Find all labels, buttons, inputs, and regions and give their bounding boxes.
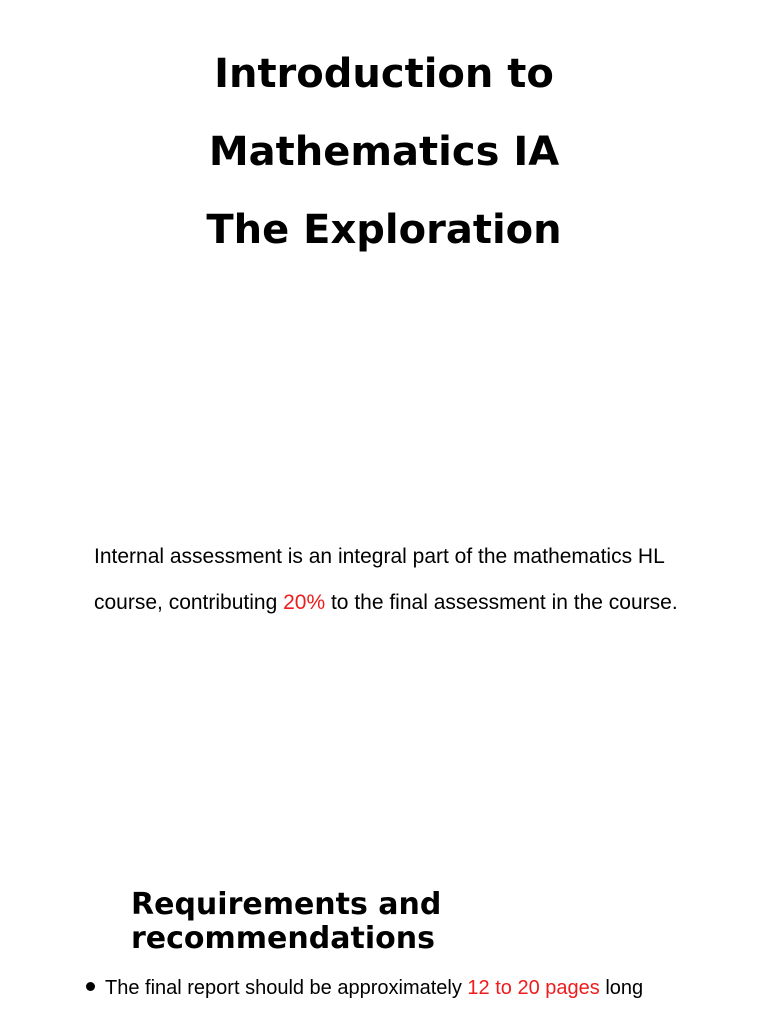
requirements-heading: Requirements and recommendations [131,887,442,956]
intro-paragraph [94,534,694,626]
requirements-list [0,966,768,1010]
bullet-highlight: 12 to 20 pages [467,977,600,999]
title-line-3: The Exploration [206,207,562,253]
intro-text-before: Internal assessment is an integral part of the mathematics HL course, contributing [94,545,664,614]
title-line-1: Introduction to [214,51,554,97]
intro-text-after: to the final assessment in the course. [325,591,678,614]
title-line-2: Mathematics IA [208,129,560,175]
bullet-text-before: The final report should be approximately [105,977,468,999]
list-item [0,966,685,1010]
bullet-dot-icon [86,982,95,991]
bullet-text-after: long [599,977,644,999]
intro-highlight-percentage: 20% [283,591,326,614]
